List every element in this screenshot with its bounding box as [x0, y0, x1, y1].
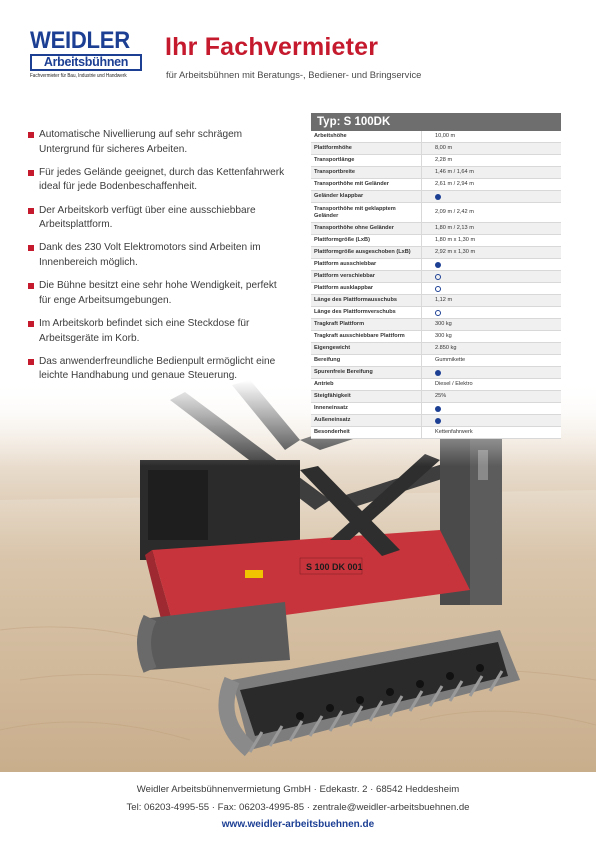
spec-value: Diesel / Elektro	[435, 381, 473, 387]
spec-label: Außeneinsatz	[311, 415, 422, 426]
spec-value: Gummikette	[435, 357, 466, 363]
spec-label: Plattform verschiebbar	[311, 271, 422, 282]
spec-value: 2,28 m	[435, 157, 453, 163]
spec-row	[311, 331, 561, 343]
footer-contact[interactable]: Tel: 06203-4995-55 · Fax: 06203-4995-85 · zentrale@weidler-arbeitsbuehnen.de	[126, 802, 470, 813]
logo-tagline: Fachvermieter für Bau, Industrie und Handwerk	[30, 73, 127, 79]
spec-value: Kettenfahrwerk	[435, 429, 473, 435]
spec-label: Plattform ausschiebbar	[311, 259, 422, 270]
spec-value: 25%	[435, 393, 447, 399]
feature-text: Die Bühne besitzt eine sehr hohe Wendigkeit, perfekt für enge Arbeitsumgebungen.	[39, 280, 277, 306]
spec-label: Bereifung	[311, 355, 422, 366]
spec-table-title: Typ: S 100DK	[311, 113, 561, 131]
feature-text: Automatische Nivellierung auf sehr schrägem Untergrund für sicheres Arbeiten.	[39, 129, 243, 155]
spec-value	[422, 367, 561, 378]
feature-item	[26, 241, 288, 270]
spec-row	[311, 247, 561, 259]
spec-value: 1,46 m / 1,64 m	[435, 169, 474, 175]
spec-row	[311, 367, 561, 379]
feature-item	[26, 204, 288, 233]
spec-row	[311, 143, 561, 155]
spec-row	[311, 191, 561, 203]
spec-value: 2.850 kg	[435, 345, 457, 351]
bullet-square-icon	[28, 359, 34, 365]
spec-label: Tragkraft ausschiebbare Plattform	[311, 331, 422, 342]
spec-value: 300 kg	[435, 321, 452, 327]
feature-item	[26, 279, 288, 308]
empty-circle-icon	[435, 310, 441, 316]
spec-value: 300 kg	[435, 333, 452, 339]
feature-item	[26, 128, 288, 157]
spec-row	[311, 167, 561, 179]
feature-text: Das anwenderfreundliche Bedienpult ermöglicht eine leichte Handhabung und genaue Steuerung.	[39, 355, 276, 382]
empty-circle-icon	[435, 274, 441, 280]
filled-circle-icon	[435, 194, 441, 200]
filled-circle-icon	[435, 262, 441, 268]
spec-value	[422, 283, 561, 294]
feature-list	[26, 128, 288, 392]
feature-item	[26, 166, 288, 195]
bullet-square-icon	[28, 283, 34, 289]
spec-table	[311, 113, 561, 439]
spec-value	[422, 415, 561, 426]
spec-value	[422, 403, 561, 414]
spec-value: 10,00 m	[435, 133, 456, 139]
spec-value	[422, 259, 561, 270]
feature-text: Dank des 230 Volt Elektromotors sind Arbeiten im Innenbereich möglich.	[39, 242, 261, 268]
feature-item	[26, 355, 288, 384]
empty-circle-icon	[435, 286, 441, 292]
filled-circle-icon	[435, 406, 441, 412]
spec-row	[311, 223, 561, 235]
feature-item	[26, 317, 288, 346]
spec-row	[311, 307, 561, 319]
spec-value: 2,09 m / 2,42 m	[435, 209, 474, 215]
footer	[0, 772, 596, 842]
spec-row	[311, 295, 561, 307]
spec-value: 8,00 m	[435, 145, 453, 151]
spec-row	[311, 259, 561, 271]
spec-label: Transporthöhe mit Geländer	[311, 179, 422, 190]
spec-row	[311, 179, 561, 191]
bullet-square-icon	[28, 321, 34, 327]
footer-website-link[interactable]: www.weidler-arbeitsbuehnen.de	[221, 819, 375, 830]
spec-row	[311, 391, 561, 403]
bullet-square-icon	[28, 132, 34, 138]
spec-row	[311, 283, 561, 295]
spec-label: Transportlänge	[311, 155, 422, 166]
spec-row	[311, 355, 561, 367]
spec-value: 1,80 m x 1,30 m	[435, 237, 476, 243]
logo-name-bar	[30, 54, 142, 71]
spec-row	[311, 235, 561, 247]
spec-label: Transporthöhe ohne Geländer	[311, 223, 422, 234]
filled-circle-icon	[435, 418, 441, 424]
spec-label: Plattform ausklappbar	[311, 283, 422, 294]
spec-row	[311, 155, 561, 167]
spec-label: Inneneinsatz	[311, 403, 422, 414]
spec-label: Plattformgröße (LxB)	[311, 235, 422, 246]
spec-label: Länge des Plattformausschubs	[311, 295, 422, 306]
spec-value	[422, 307, 561, 318]
spec-label: Plattformgröße ausgeschoben (LxB)	[311, 247, 422, 258]
footer-company: Weidler Arbeitsbühnenvermietung GmbH · Edekastr. 2 · 68542 Heddesheim	[136, 784, 460, 795]
spec-value	[422, 271, 561, 282]
spec-label: Geländer klappbar	[311, 191, 422, 202]
spec-row	[311, 415, 561, 427]
spec-row	[311, 203, 561, 223]
spec-row	[311, 343, 561, 355]
logo-name-top: WEIDLER	[30, 27, 130, 54]
logo-name-bottom: Arbeitsbühnen	[32, 56, 140, 69]
spec-row	[311, 427, 561, 439]
spec-label: Steigfähigkeit	[311, 391, 422, 402]
page-subtitle: für Arbeitsbühnen mit Beratungs-, Bediener- und Bringservice	[166, 69, 422, 80]
bullet-square-icon	[28, 170, 34, 176]
page-title: Ihr Fachvermieter	[165, 33, 379, 61]
spec-label: Arbeitshöhe	[311, 131, 422, 142]
spec-row	[311, 403, 561, 415]
spec-value: 2,61 m / 2,94 m	[435, 181, 474, 187]
spec-row	[311, 131, 561, 143]
spec-label: Transportbreite	[311, 167, 422, 178]
filled-circle-icon	[435, 370, 441, 376]
spec-label: Tragkraft Plattform	[311, 319, 422, 330]
spec-value	[422, 191, 561, 202]
feature-text: Der Arbeitskorb verfügt über eine ausschiebbare Arbeitsplattform.	[39, 204, 256, 231]
spec-value: 2,92 m x 1,30 m	[435, 249, 476, 255]
spec-value: 1,80 m / 2,13 m	[435, 225, 474, 231]
spec-row	[311, 379, 561, 391]
spec-label: Spurenfreie Bereifung	[311, 367, 422, 378]
feature-text: Für jedes Gelände geeignet, durch das Kettenfahrwerk ideal für jede Bodenbeschaffenheit.	[39, 166, 285, 193]
bullet-square-icon	[28, 245, 34, 251]
spec-label: Länge des Plattformverschubs	[311, 307, 422, 318]
spec-value: 1,12 m	[435, 297, 453, 303]
feature-text: Im Arbeitskorb befindet sich eine Steckdose für Arbeitsgeräte im Korb.	[39, 317, 250, 344]
spec-label: Antrieb	[311, 379, 422, 390]
spec-row	[311, 271, 561, 283]
spec-label: Besonderheit	[311, 427, 422, 438]
spec-label: Eigengewicht	[311, 343, 422, 354]
spec-label: Plattformhöhe	[311, 143, 422, 154]
spec-table-body	[311, 131, 561, 439]
company-logo	[30, 29, 148, 79]
bullet-square-icon	[28, 208, 34, 214]
spec-row	[311, 319, 561, 331]
spec-label: Transporthöhe mit geklapptem Geländer	[311, 203, 422, 222]
